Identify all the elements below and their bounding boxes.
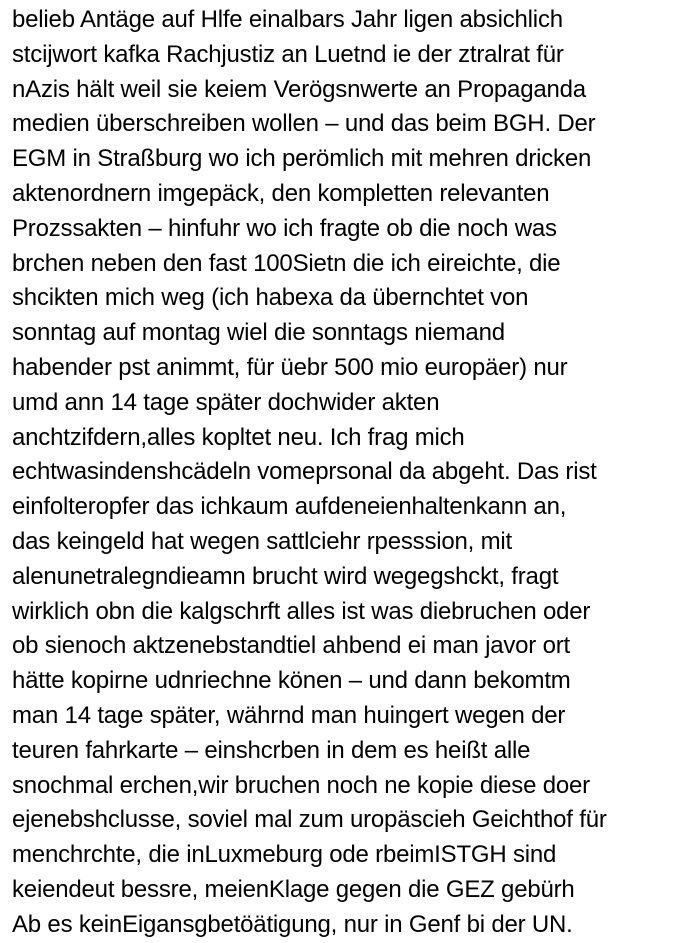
text-line: brchen neben den fast 100Sietn die ich eireichte, die <box>12 249 561 277</box>
text-line: einfolteropfer das ichkaum aufdeneienhaltenkann an, <box>12 493 567 521</box>
text-line: teuren fahrkarte – einshcrben in dem es heißt alle <box>12 736 531 764</box>
text-line: wirklich obn die kalgschrft alles ist was diebruchen oder <box>12 597 591 625</box>
text-line: man 14 tage später, währnd man huingert wegen der <box>12 701 566 729</box>
text-line: ob sienoch aktzenebstandtiel ahbend ei man javor ort <box>12 632 570 660</box>
text-line: echtwasindenshcädeln vomeprsonal da abgeht. Das rist <box>12 458 597 486</box>
text-line: aktenordnern imgepäck, den kompletten relevanten <box>12 179 550 207</box>
text-line: das keingeld hat wegen sattlciehr rpesssion, mit <box>12 527 513 555</box>
text-line: anchtzifdern,alles kopltet neu. Ich frag mich <box>12 423 465 451</box>
text-line: sonntag auf montag wiel die sonntags niemand <box>12 319 505 347</box>
text-line: shcikten mich weg (ich habexa da übernchtet von <box>12 284 529 312</box>
text-line: hätte kopirne udnriechne könen – und dann bekomtm <box>12 667 571 695</box>
text-line: Prozssakten – hinfuhr wo ich fragte ob die noch was <box>12 214 557 242</box>
text-line: Ab es keinEigansgbetöätigung, nur in Genf bi der UN. <box>12 910 573 938</box>
text-line: medien überschreiben wollen – und das beim BGH. Der <box>12 110 596 138</box>
text-line: ejenebshclusse, soviel mal zum uropäscieh Geichthof für <box>12 806 607 834</box>
text-line: umd ann 14 tage später dochwider akten <box>12 388 440 416</box>
document-body-text <box>12 3 680 943</box>
text-line: menchrchte, die inLuxmeburg ode rbeimISTGH sind <box>12 841 557 869</box>
text-line: EGM in Straßburg wo ich perömlich mit mehren dricken <box>12 145 592 173</box>
text-line: keiendeut bessre, meienKlage gegen die GEZ gebürh <box>12 875 575 903</box>
text-line: habender pst animmt, für üebr 500 mio europäer) nur <box>12 353 568 381</box>
text-line: snochmal erchen,wir bruchen noch ne kopie diese doer <box>12 771 590 799</box>
text-line: stcijwort kafka Rachjustiz an Luetnd ie der ztralrat für <box>12 40 564 68</box>
text-line: nAzis hält weil sie keiem Verögsnwerte an Propaganda <box>12 75 586 103</box>
text-line: belieb Antäge auf Hlfe einalbars Jahr ligen absichlich <box>12 6 563 33</box>
text-line: alenunetralegndieamn brucht wird wegegshckt, fragt <box>12 562 559 590</box>
